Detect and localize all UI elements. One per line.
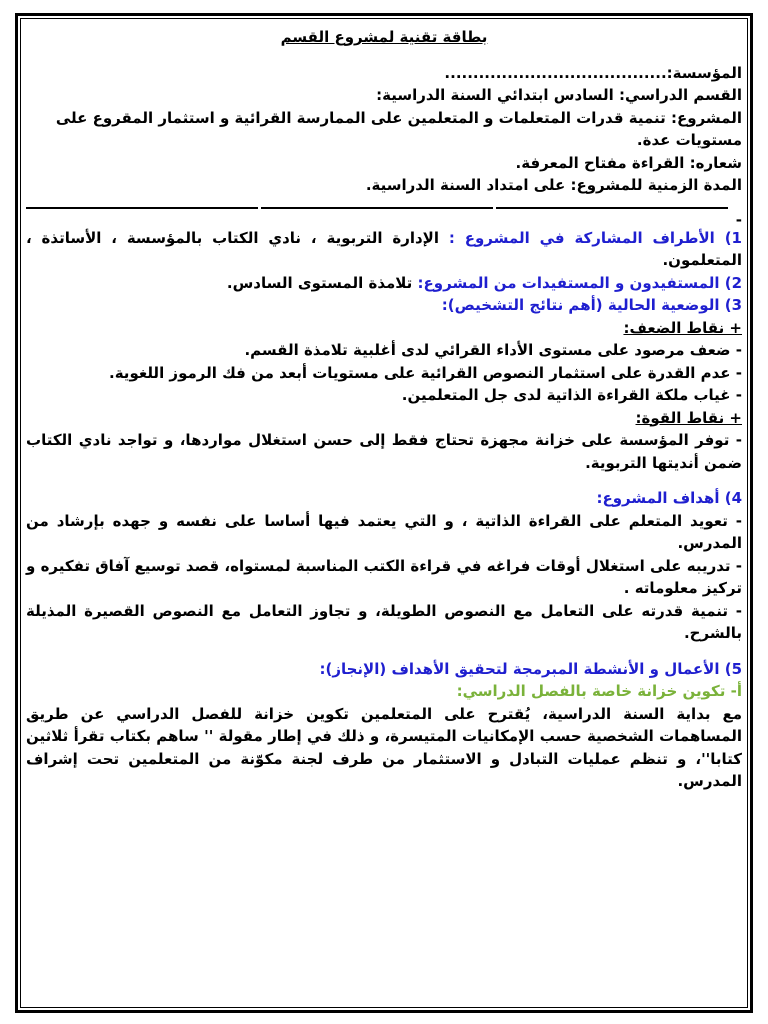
document-body [26,26,742,793]
section-3-heading: 3) الوضعية الحالية (أهم نتائج التشخيص): [441,296,742,314]
project-line-2: مستويات عدة. [636,131,742,149]
goal-item: - تعويد المتعلم على القراءة الذاتية ، و التي يعتمد فيها أساسا على نفسه و جهده بإرشاد من المدرس. [26,511,742,552]
section-2-heading: 2) المستفيدون و المستفيدات من المشروع: [417,273,742,292]
strength-point-item: - توفر المؤسسة على خزانة مجهزة تحتاج فقط إلى حسن استغلال مواردها، و تواجد نادي الكتاب ضمن أنديتها التربوية. [26,431,742,472]
section-1 [26,227,742,272]
goal-item: - تنمية قدرته على التعامل مع النصوص الطويلة، و تجاوز التعامل مع النصوص القصيرة المذيلة بالشرح. [26,601,742,642]
duration-line: المدة الزمنية للمشروع: على امتداد السنة الدراسية. [365,176,742,194]
slogan-line: شعاره: القراءة مفتاح المعرفة. [515,153,742,172]
weak-point-item: - غياب ملكة القراءة الذاتية لدى جل المتعلمين. [401,386,742,404]
separator-rule [26,207,742,209]
weak-point-item: - ضعف مرصود على مستوى الأداء القرائي لدى أغلبية تلامذة القسم. [244,341,742,359]
section-5-heading: 5) الأعمال و الأنشطة المبرمجة لتحقيق الأهداف (الإنجاز): [319,659,742,678]
weak-point-item: - عدم القدرة على استثمار النصوص القرائية على مستويات أبعد من فك الرموز اللغوية. [109,363,742,382]
separator-segment [261,207,493,209]
strength-points-heading: + نقاط القوة: [635,408,742,427]
institution-line: المؤسسة:....................................... [444,63,742,82]
section-1-text: الإدارة التربوية ، نادي الكتاب بالمؤسسة ، الأساتذة ، المتعلمون. [26,228,742,269]
section-2-text: تلامذة المستوى السادس. [226,273,418,292]
class-level-line: القسم الدراسي: السادس ابتدائي السنة الدراسية: [376,86,742,104]
goal-item: - تدريبه على استغلال أوقات فراغه في قراءة الكتب المناسبة لمستواه، قصد توسيع آفاق تفكيره و تركيز معلوماته . [26,556,742,597]
section-1-heading: 1) الأطراف المشاركة في المشروع : [448,228,742,247]
document-title: بطاقة تقنية لمشروع القسم [280,28,488,46]
activity-a-text: مع بداية السنة الدراسية، يُقترح على المتعلمين تكوين خزانة للفصل الدراسي عن طريق المساهمات الشخصية حسب الإمكانيات المتيسرة، و ذلك في إطار مقولة '' ساهم بكتاب تقرأ ثلاثين كتابا''، و تنظم عمليات التبادل و الاستثمار من طرف لجنة مكوّنة من المتعلمين تحت إشراف المدرس. [26,704,742,790]
dash-mark: - [735,210,742,229]
weak-points-heading: + نقاط الضعف: [623,318,742,337]
section-4-heading: 4) أهداف المشروع: [596,489,742,507]
separator-segment [26,207,258,209]
separator-segment [496,207,728,209]
project-line-1: المشروع: تنمية قدرات المتعلمات و المتعلمين على الممارسة القرائية و استثمار المقروع على [55,108,742,127]
section-2 [26,272,742,295]
activity-a-heading: أ- تكوين خزانة خاصة بالفصل الدراسي: [456,682,742,700]
